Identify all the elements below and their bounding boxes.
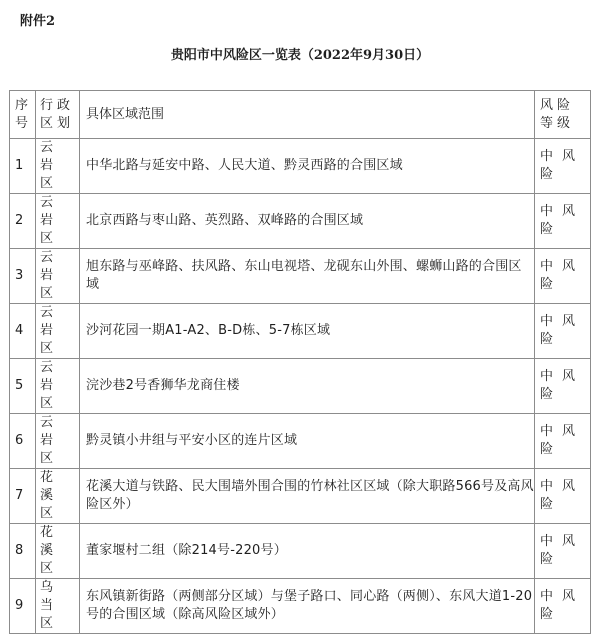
- row-area: 旭东路与巫峰路、扶风路、东山电视塔、龙砚东山外围、螺蛳山路的合围区域: [80, 249, 535, 304]
- table-row: [10, 414, 591, 469]
- row-area: 花溪大道与铁路、民大围墙外围合围的竹林社区区域（除大职路566号及高风险区外）: [80, 469, 535, 524]
- row-district: 云岩区: [36, 194, 80, 249]
- row-district: 云岩区: [36, 139, 80, 194]
- header-seq: 序号: [10, 91, 36, 139]
- row-district: 花溪区: [36, 524, 80, 579]
- row-seq: 2: [10, 194, 36, 249]
- row-district: 云岩区: [36, 249, 80, 304]
- table-header-row: [10, 91, 591, 139]
- row-area: 黔灵镇小井组与平安小区的连片区域: [80, 414, 535, 469]
- table-row: [10, 469, 591, 524]
- header-risk: 风险等级: [535, 91, 591, 139]
- row-district: 云岩区: [36, 304, 80, 359]
- row-seq: 8: [10, 524, 36, 579]
- row-area: 中华北路与延安中路、人民大道、黔灵西路的合围区域: [80, 139, 535, 194]
- row-risk: 中风险: [535, 579, 591, 634]
- risk-area-table: [9, 90, 591, 634]
- header-district: 行政区划: [36, 91, 80, 139]
- row-area: 沙河花园一期A1-A2、B-D栋、5-7栋区域: [80, 304, 535, 359]
- row-seq: 3: [10, 249, 36, 304]
- row-risk: 中风险: [535, 304, 591, 359]
- annex-label: 附件2: [20, 14, 56, 29]
- table-row: [10, 139, 591, 194]
- row-seq: 6: [10, 414, 36, 469]
- row-area: 浣沙巷2号香狮华龙商住楼: [80, 359, 535, 414]
- row-area: 董家堰村二组（除214号-220号）: [80, 524, 535, 579]
- row-seq: 7: [10, 469, 36, 524]
- table-body: [10, 91, 591, 634]
- row-risk: 中风险: [535, 194, 591, 249]
- header-area: 具体区域范围: [80, 91, 535, 139]
- row-district: 云岩区: [36, 359, 80, 414]
- row-risk: 中风险: [535, 414, 591, 469]
- row-district: 乌当区: [36, 579, 80, 634]
- row-risk: 中风险: [535, 359, 591, 414]
- table-row: [10, 524, 591, 579]
- row-seq: 5: [10, 359, 36, 414]
- table-row: [10, 359, 591, 414]
- row-area: 北京西路与枣山路、英烈路、双峰路的合围区域: [80, 194, 535, 249]
- row-risk: 中风险: [535, 249, 591, 304]
- document-title: 贵阳市中风险区一览表（2022年9月30日）: [170, 48, 430, 63]
- row-seq: 1: [10, 139, 36, 194]
- table-row: [10, 304, 591, 359]
- row-risk: 中风险: [535, 524, 591, 579]
- row-district: 花溪区: [36, 469, 80, 524]
- row-seq: 4: [10, 304, 36, 359]
- table-row: [10, 249, 591, 304]
- row-area: 东风镇新街路（两侧部分区域）与堡子路口、同心路（两侧）、东风大道1-20号的合围区域（除高风险区域外）: [80, 579, 535, 634]
- table-row: [10, 579, 591, 634]
- row-risk: 中风险: [535, 469, 591, 524]
- row-risk: 中风险: [535, 139, 591, 194]
- row-seq: 9: [10, 579, 36, 634]
- table-row: [10, 194, 591, 249]
- row-district: 云岩区: [36, 414, 80, 469]
